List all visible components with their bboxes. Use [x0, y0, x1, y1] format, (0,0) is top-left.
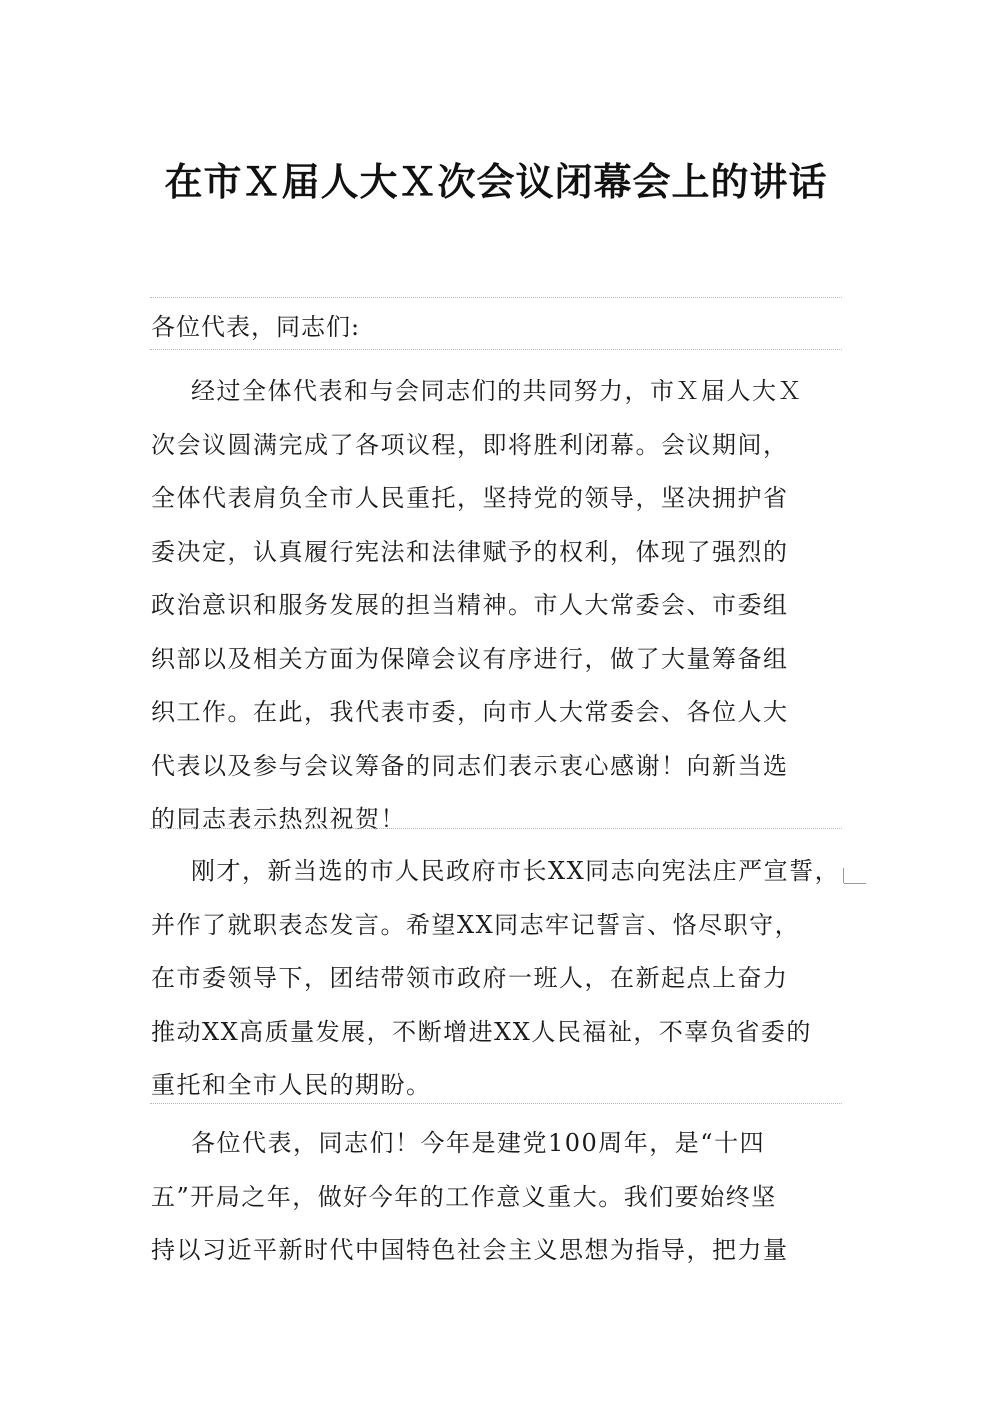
paragraph-line: 代表以及参与会议筹备的同志们表示衷心感谢！向新当选 [151, 751, 789, 780]
margin-corner-mark [844, 883, 866, 884]
paragraph-2 [151, 845, 840, 1113]
paragraph-line: 经过全体代表和与会同志们的共同努力，市Ｘ届人大Ｘ [191, 377, 803, 405]
divider [150, 297, 842, 298]
paragraph-line: 持以习近平新时代中国特色社会主义思想为指导，把力量 [151, 1236, 789, 1264]
paragraph-line: 推动XX高质量发展，不断增进XX人民福祉，不辜负省委的 [151, 1017, 812, 1046]
paragraph-line: 的同志表示热烈祝贺！ [151, 805, 406, 833]
paragraph-line: 在市委领导下，团结带领市政府一班人，在新起点上奋力 [151, 964, 789, 992]
paragraph-1 [151, 365, 803, 847]
divider [150, 828, 842, 829]
paragraph-line: 各位代表，同志们！今年是建党100周年，是“十四 [191, 1129, 766, 1157]
document-title: 在市Ｘ届人大Ｘ次会议闭幕会上的讲话 [164, 159, 828, 204]
paragraph-3 [151, 1117, 789, 1278]
paragraph-line: 五”开局之年，做好今年的工作意义重大。我们要始终坚 [151, 1182, 777, 1211]
greeting-line: 各位代表，同志们: [151, 313, 361, 341]
margin-corner-mark [843, 868, 844, 883]
paragraph-line: 委决定，认真履行宪法和法律赋予的权利，体现了强烈的 [151, 537, 789, 566]
paragraph-line: 织部以及相关方面为保障会议有序进行，做了大量筹备组 [151, 644, 789, 673]
paragraph-line: 政治意识和服务发展的担当精神。市人大常委会、市委组 [151, 591, 789, 619]
paragraph-line: 重托和全市人民的期盼。 [151, 1071, 432, 1099]
paragraph-line: 次会议圆满完成了各项议程，即将胜利闭幕。会议期间， [151, 430, 789, 459]
paragraph-line: 刚才，新当选的市人民政府市长XX同志向宪法庄严宣誓， [191, 857, 841, 885]
divider [150, 1103, 842, 1104]
paragraph-line: 织工作。在此，我代表市委，向市人大常委会、各位人大 [151, 698, 789, 726]
paragraph-line: 并作了就职表态发言。希望XX同志牢记誓言、恪尽职守， [151, 910, 801, 939]
paragraph-line: 全体代表肩负全市人民重托，坚持党的领导，坚决拥护省 [151, 484, 789, 512]
divider [150, 349, 842, 350]
